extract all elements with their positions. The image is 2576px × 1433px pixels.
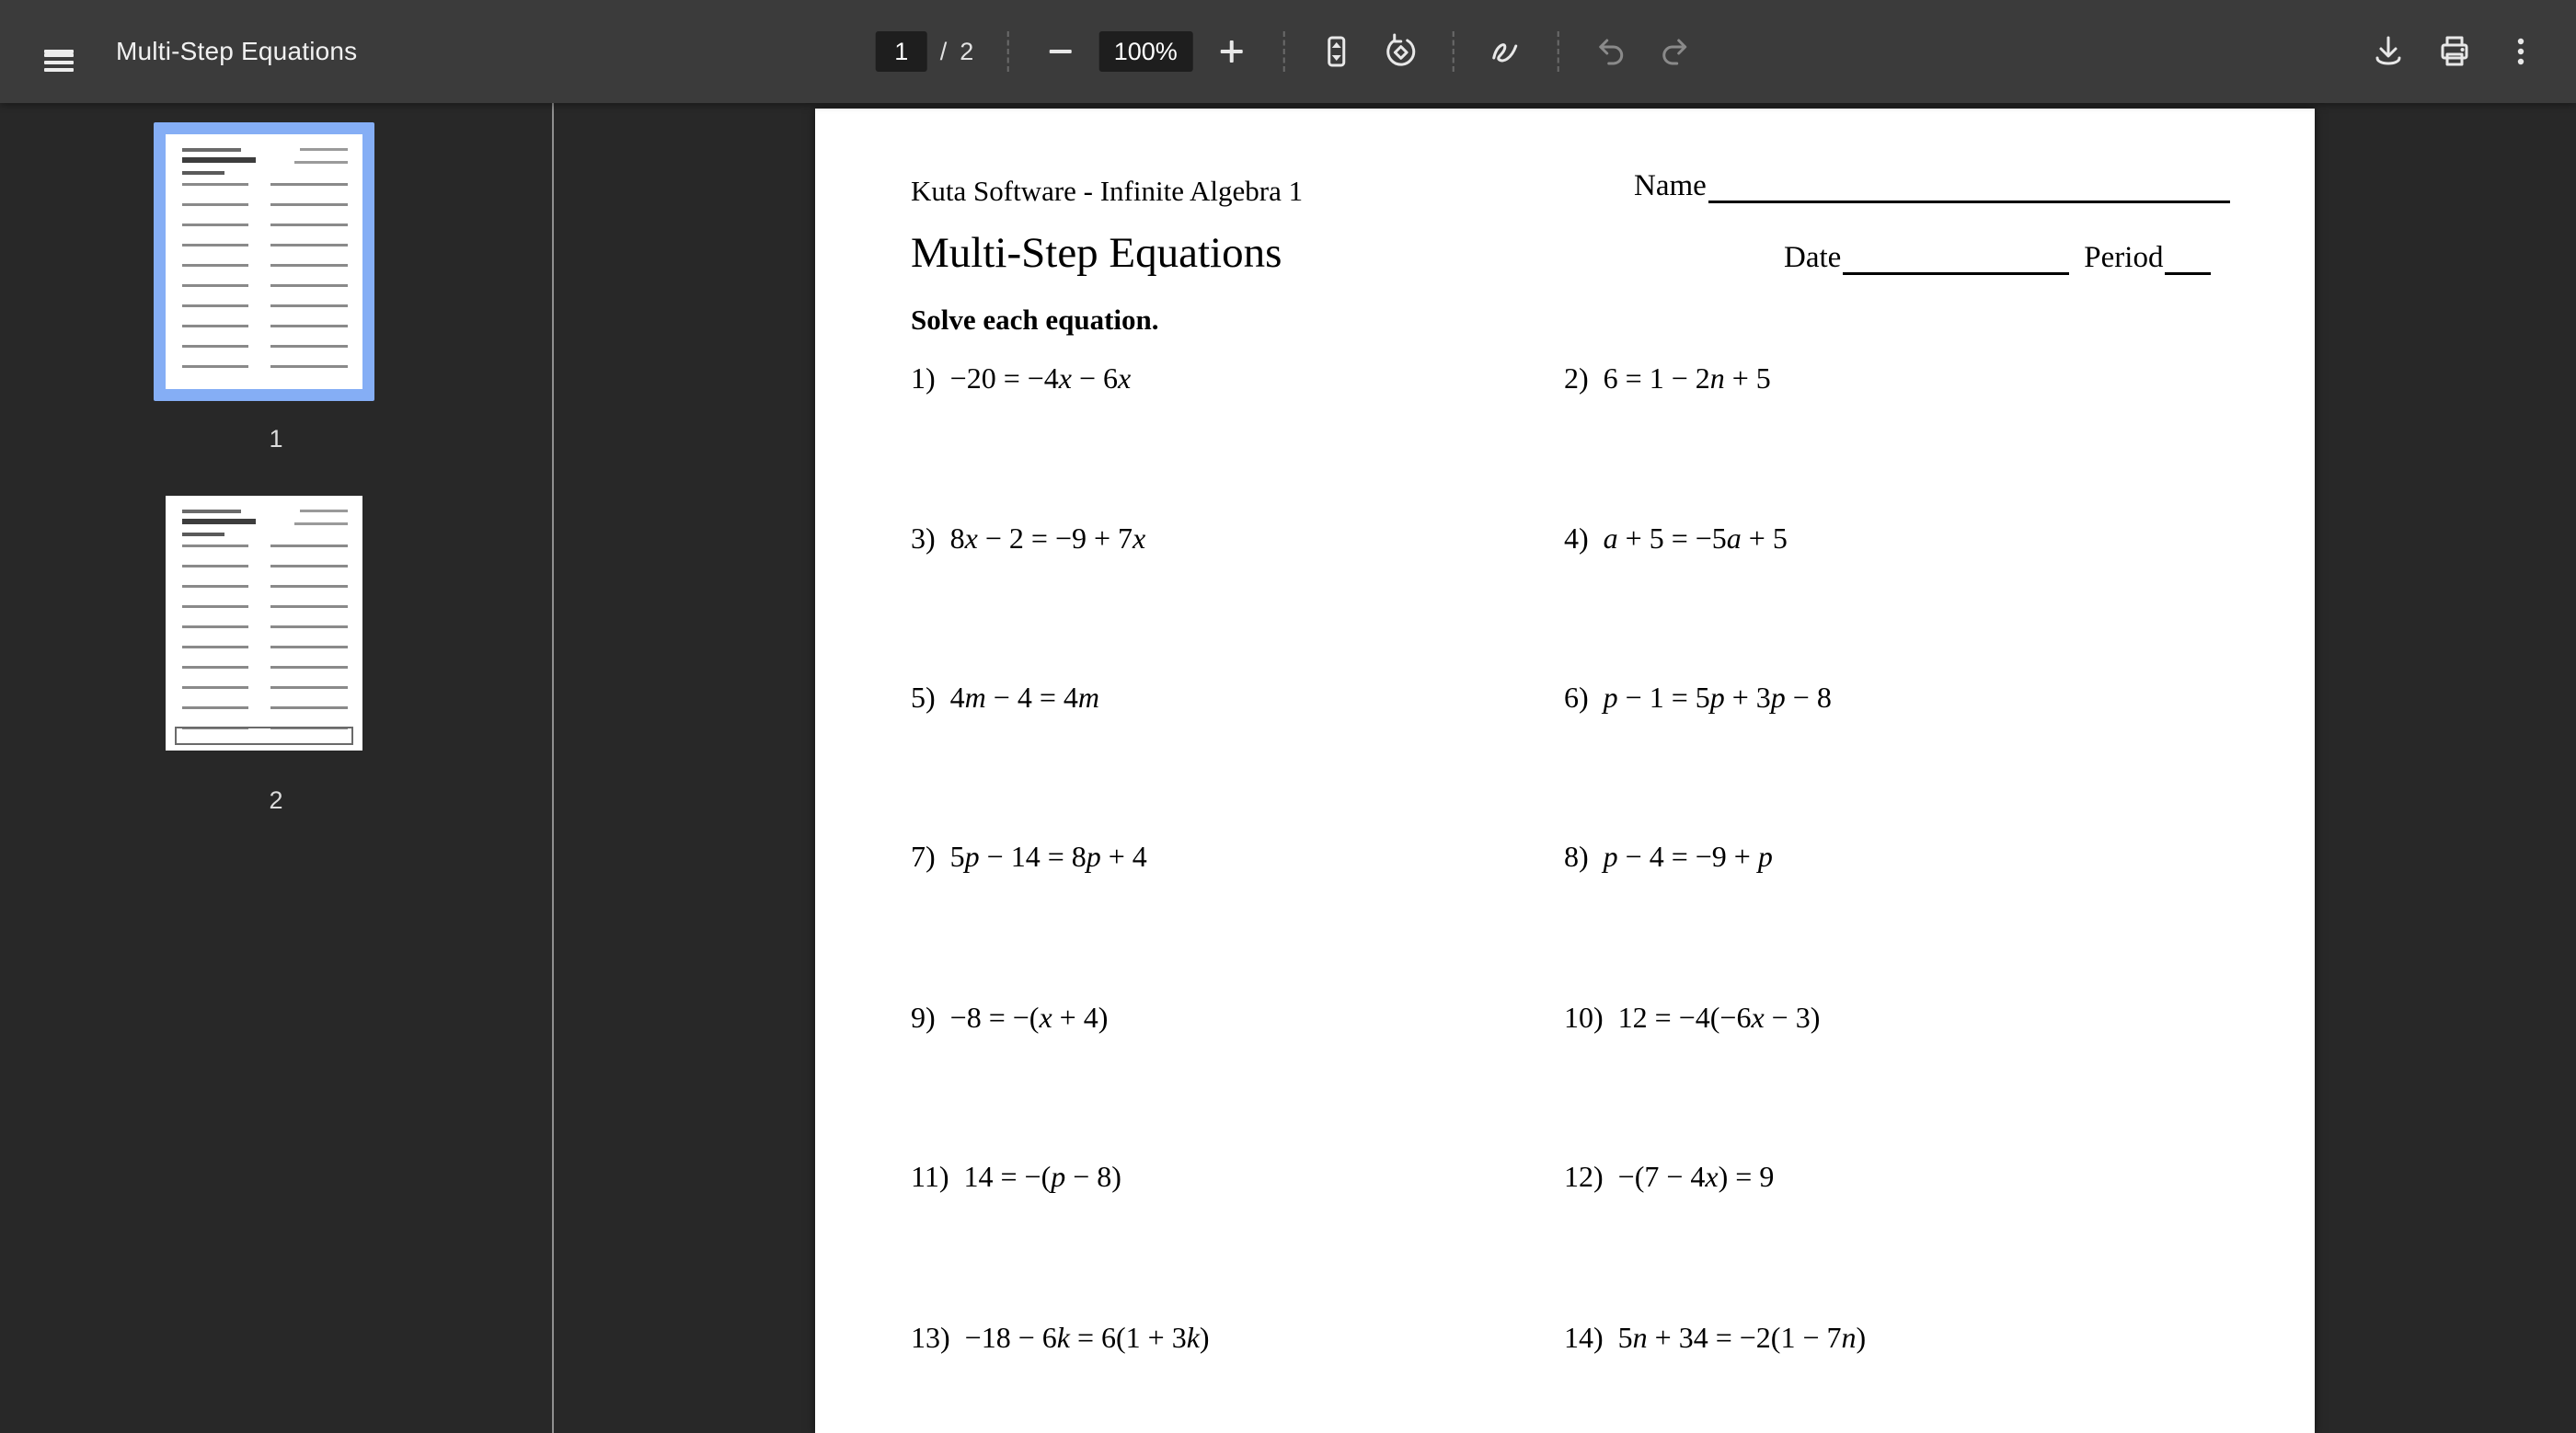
thumbnail-page-1[interactable] [154,122,374,401]
document-title: Multi-Step Equations [116,37,358,65]
thumbnail-page-2[interactable] [154,484,374,762]
equation: 8x − 2 = −9 + 7x [949,522,1146,555]
date-label: Date [1784,241,1842,274]
redo-button[interactable] [1649,26,1700,77]
worksheet-publisher: Kuta Software - Infinite Algebra 1 [911,175,1304,207]
problem-6: 6) p − 1 = 5p + 3p − 8 [1564,681,1832,714]
toolbar-center-controls [876,0,1701,103]
problem-11: 11) 14 = −(p − 8) [911,1160,1121,1193]
toolbar-separator [1452,31,1454,72]
thumbnail-page-1-preview [166,134,362,389]
thumbnail-page-2-preview [166,496,362,751]
equation: −18 − 6k = 6(1 + 3k) [964,1321,1210,1354]
fit-to-page-icon [1317,33,1354,70]
hamburger-icon [44,50,74,53]
pdf-page-1 [815,109,2315,1433]
zoom-level-input[interactable] [1098,31,1192,72]
kebab-menu-icon [2502,33,2539,70]
page-separator: / [939,37,948,65]
equation: p − 4 = −9 + p [1603,840,1773,873]
equation: 12 = −4(−6x − 3) [1617,1001,1821,1034]
annotate-button[interactable] [1479,26,1531,77]
name-blank-line [1708,191,2230,203]
equation: p − 1 = 5p + 3p − 8 [1603,681,1832,714]
download-button[interactable] [2363,26,2414,77]
pen-squiggle-icon [1487,33,1524,70]
undo-icon [1592,33,1628,70]
minus-icon [1049,50,1071,53]
equation: −20 = −4x − 6x [949,361,1132,395]
period-blank-line [2165,263,2211,275]
problem-2: 2) 6 = 1 − 2n + 5 [1564,361,1771,395]
rotate-counterclockwise-icon [1382,33,1419,70]
toolbar-separator [1557,31,1558,72]
worksheet-instruction: Solve each equation. [911,304,1159,336]
problem-9: 9) −8 = −(x + 4) [911,1001,1109,1034]
print-icon [2436,33,2473,70]
page-number-input[interactable] [876,31,927,72]
date-blank-line [1843,263,2069,275]
pdf-toolbar [0,0,2576,103]
problem-7: 7) 5p − 14 = 8p + 4 [911,840,1147,873]
undo-button[interactable] [1584,26,1636,77]
download-icon [2370,33,2407,70]
equation: 5p − 14 = 8p + 4 [949,840,1147,873]
plus-icon [1220,40,1242,63]
thumbnail-page-1-label: 1 [269,425,283,453]
problem-8: 8) p − 4 = −9 + p [1564,840,1773,873]
toolbar-right-controls [2363,0,2547,103]
toolbar-separator [1006,31,1008,72]
equation: 6 = 1 − 2n + 5 [1603,361,1771,395]
thumbnail-sidebar [0,103,552,1433]
menu-button[interactable] [33,26,85,77]
more-options-button[interactable] [2495,26,2547,77]
fit-to-page-button[interactable] [1310,26,1362,77]
equation: −8 = −(x + 4) [949,1001,1109,1034]
problem-5: 5) 4m − 4 = 4m [911,681,1099,714]
problem-13: 13) −18 − 6k = 6(1 + 3k) [911,1321,1210,1354]
thumbnail-page-2-label: 2 [269,786,283,814]
pdf-viewport [554,103,2576,1433]
problem-1: 1) −20 = −4x − 6x [911,361,1132,395]
problem-3: 3) 8x − 2 = −9 + 7x [911,522,1146,555]
page-count [940,38,974,66]
equation: 4m − 4 = 4m [949,681,1099,714]
equation: 14 = −(p − 8) [963,1160,1121,1193]
period-label: Period [2084,241,2164,274]
page-total: 2 [960,37,974,65]
equation: a + 5 = −5a + 5 [1603,522,1788,555]
print-button[interactable] [2429,26,2480,77]
redo-icon [1656,33,1693,70]
name-field [1634,169,2230,203]
name-label: Name [1634,169,1707,202]
rotate-counterclockwise-button[interactable] [1374,26,1426,77]
zoom-out-button[interactable] [1034,26,1086,77]
equation: −(7 − 4x) = 9 [1617,1160,1775,1193]
worksheet-title: Multi-Step Equations [911,229,1282,277]
problem-12: 12) −(7 − 4x) = 9 [1564,1160,1775,1193]
toolbar-separator [1282,31,1284,72]
equation: 5n + 34 = −2(1 − 7n) [1617,1321,1867,1354]
problem-14: 14) 5n + 34 = −2(1 − 7n) [1564,1321,1867,1354]
problem-4: 4) a + 5 = −5a + 5 [1564,522,1788,555]
zoom-in-button[interactable] [1205,26,1257,77]
problem-10: 10) 12 = −4(−6x − 3) [1564,1001,1821,1034]
date-period-field [1784,241,2211,275]
